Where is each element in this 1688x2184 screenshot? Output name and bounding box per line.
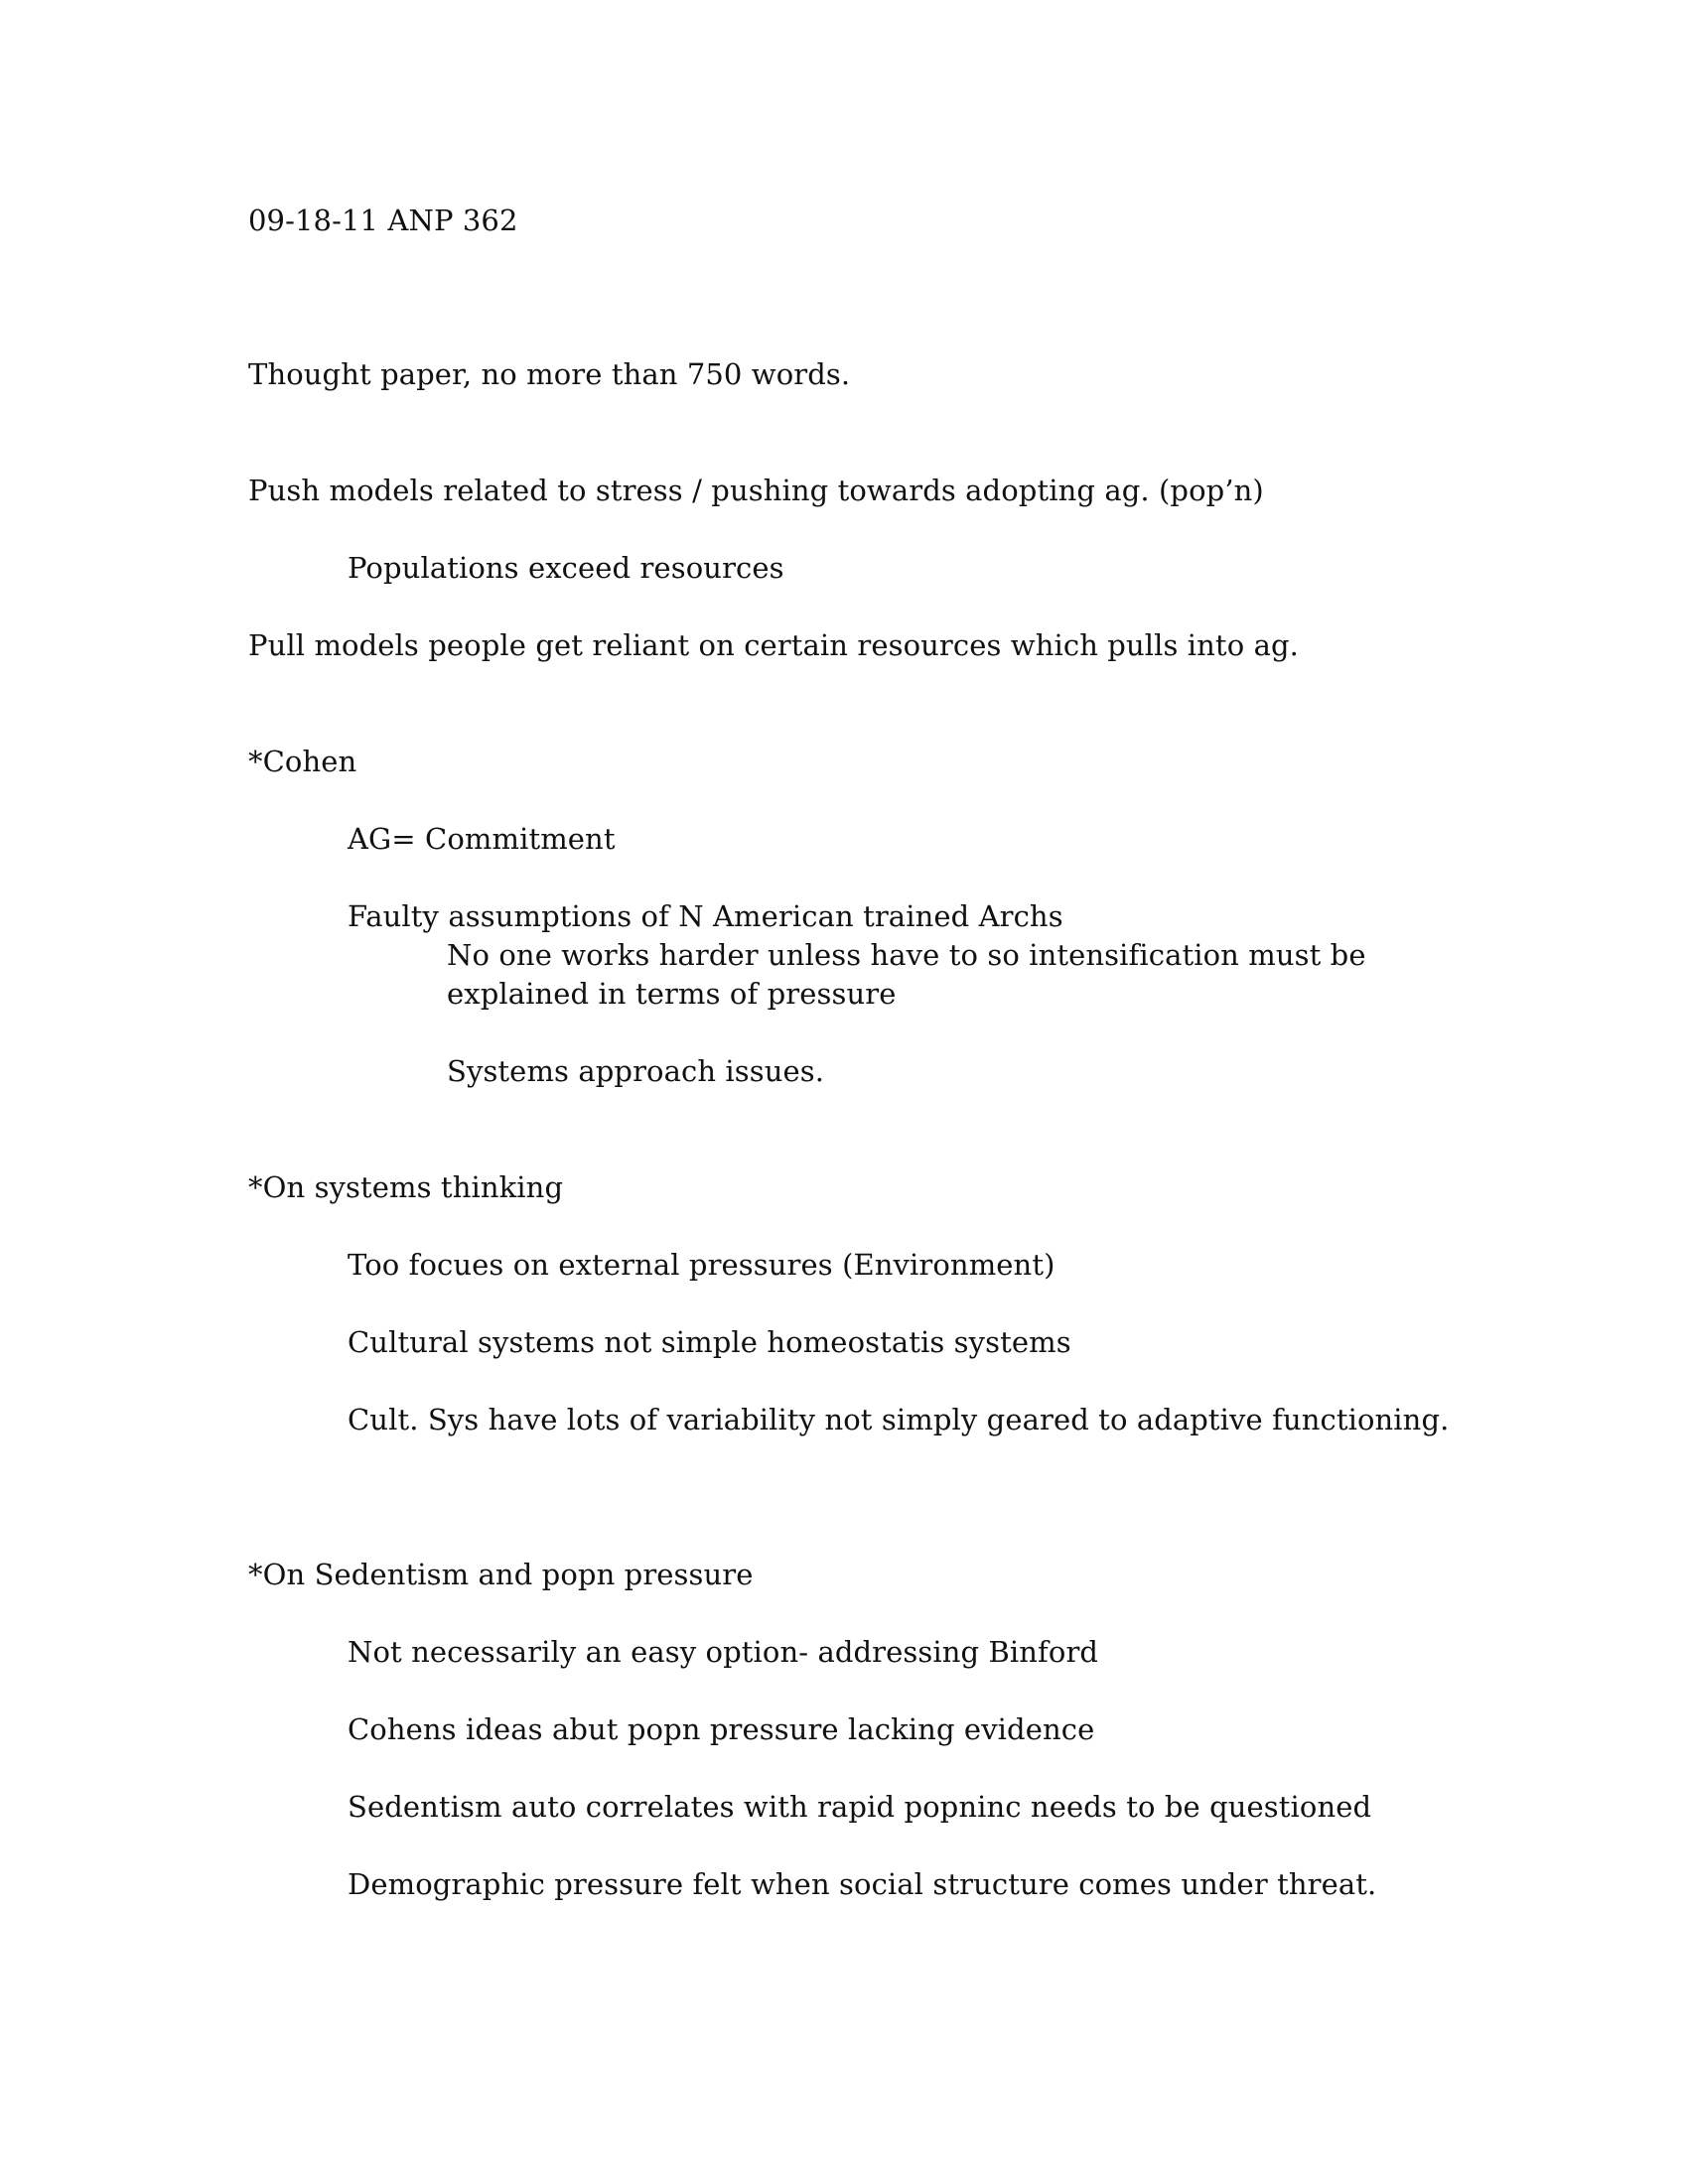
sedentism-item: Not necessarily an easy option- addressing Binford (348, 1635, 1099, 1669)
sedentism-heading: *On Sedentism and popn pressure (248, 1558, 754, 1591)
ag-commitment-note: AG= Commitment (348, 822, 616, 856)
pull-models-note: Pull models people get reliant on certain resources which pulls into ag. (248, 628, 1299, 662)
systems-issues-note: Systems approach issues. (447, 1054, 825, 1088)
no-one-works-note-line2: explained in terms of pressure (447, 977, 897, 1011)
systems-thinking-item: Too focues on external pressures (Environment) (348, 1248, 1055, 1282)
push-models-note: Push models related to stress / pushing towards adopting ag. (pop’n) (248, 474, 1264, 507)
sedentism-item: Cohens ideas abut popn pressure lacking evidence (348, 1712, 1095, 1746)
systems-thinking-heading: *On systems thinking (248, 1170, 564, 1204)
sedentism-item: Demographic pressure felt when social structure comes under threat. (348, 1867, 1377, 1901)
faulty-assumptions-note: Faulty assumptions of N American trained Archs (348, 899, 1063, 933)
thought-paper-note: Thought paper, no more than 750 words. (248, 357, 851, 391)
date-course-header: 09-18-11 ANP 362 (248, 204, 518, 237)
systems-thinking-item: Cultural systems not simple homeostatis systems (348, 1325, 1071, 1359)
systems-thinking-item: Cult. Sys have lots of variability not simply geared to adaptive functioning. (348, 1403, 1450, 1436)
cohen-heading: *Cohen (248, 745, 357, 778)
sedentism-item: Sedentism auto correlates with rapid popninc needs to be questioned (348, 1790, 1372, 1824)
no-one-works-note-line1: No one works harder unless have to so intensification must be (447, 938, 1366, 972)
populations-exceed-note: Populations exceed resources (348, 551, 784, 585)
